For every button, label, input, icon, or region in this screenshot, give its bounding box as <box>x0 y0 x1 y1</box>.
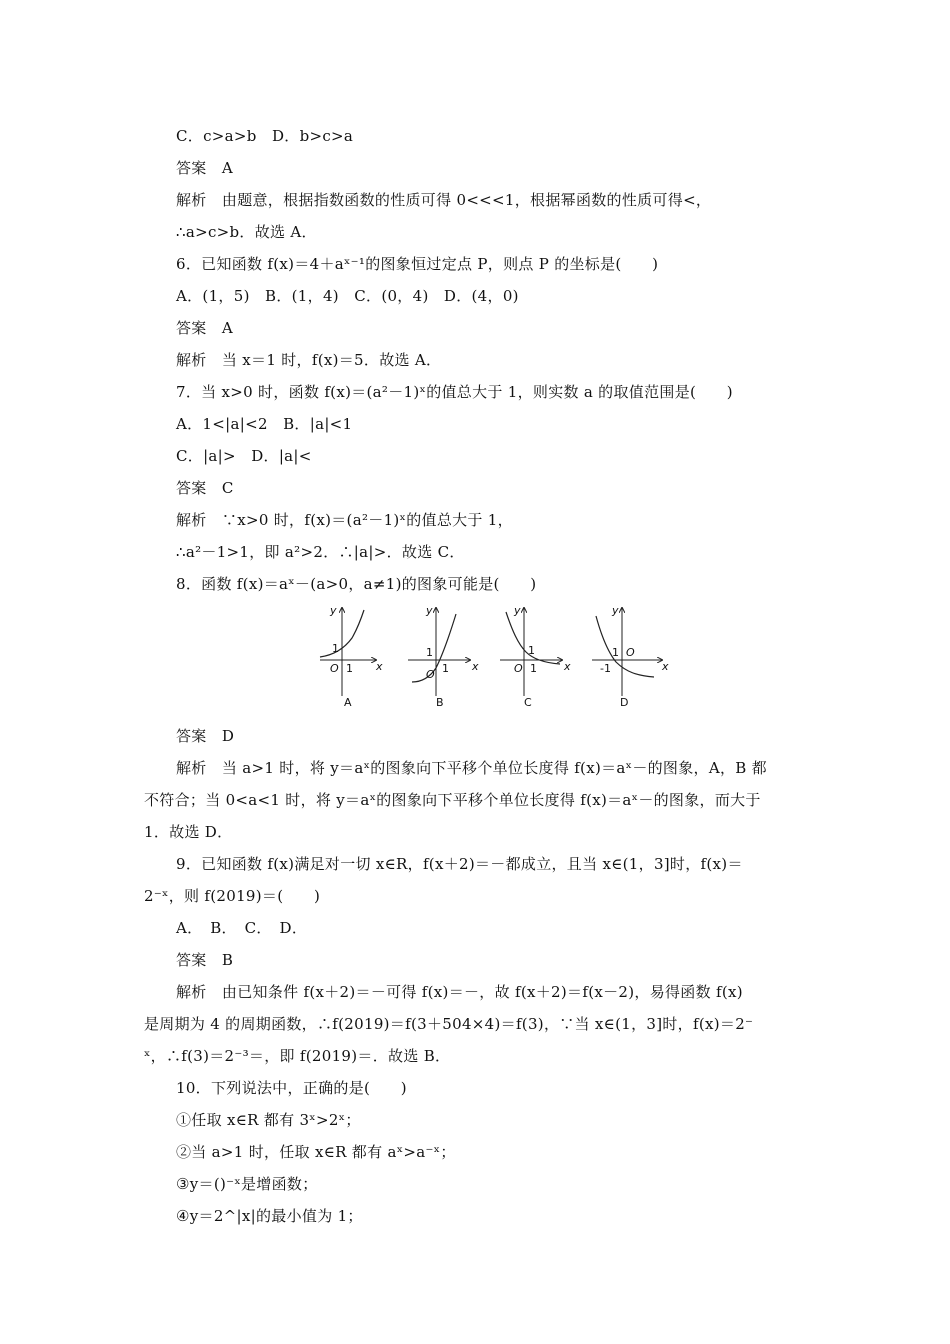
axis-label-y: y <box>514 604 521 617</box>
tick-label-one: 1 <box>530 662 537 675</box>
statement-4: ④y＝2^|x|的最小值为 1； <box>176 1207 363 1225</box>
axis-label-y: y <box>426 604 433 617</box>
options-line: C．|a|> D．|a|< <box>176 447 312 465</box>
analysis-line: 解析 当 x＝1 时，f(x)＝5．故选 A． <box>176 351 442 369</box>
text-line: C．c>a>b D．b>c>a <box>176 127 354 145</box>
axis-label-y: y <box>612 604 619 617</box>
tick-label-one: 1 <box>346 662 353 675</box>
options-line: A．1<|a|<2 B．|a|<1 <box>176 415 353 433</box>
function-graphs-figure <box>316 604 676 712</box>
tick-label-minus-one: -1 <box>600 662 611 675</box>
origin-label: O <box>514 662 523 675</box>
answer-line: 答案 C <box>176 479 234 497</box>
question-9: 9．已知函数 f(x)满足对一切 x∈R，f(x＋2)＝－都成立，且当 x∈(1，3]时，f(x)＝ <box>176 855 743 873</box>
text-line: 是周期为 4 的周期函数，∴f(2019)＝f(3＋504×4)＝f(3)，∵当 x∈(1，3]时，f(x)＝2⁻ <box>144 1015 754 1033</box>
analysis-line: 解析 由已知条件 f(x＋2)＝－可得 f(x)＝－，故 f(x＋2)＝f(x－2)，易得函数 f(x) <box>176 983 743 1001</box>
text-line: 1．故选 D． <box>144 823 233 841</box>
answer-line: 答案 A <box>176 159 234 177</box>
question-10: 10．下列说法中，正确的是( ) <box>176 1079 407 1097</box>
graph-caption-a: A <box>344 696 352 709</box>
question-7: 7．当 x>0 时，函数 f(x)＝(a²－1)ˣ的值总大于 1，则实数 a 的取值范围是( ) <box>176 383 733 401</box>
question-8: 8．函数 f(x)＝aˣ－(a>0，a≠1)的图象可能是( ) <box>176 575 537 593</box>
axis-label-x: x <box>662 660 669 673</box>
analysis-line: 解析 当 a>1 时，将 y＝aˣ的图象向下平移个单位长度得 f(x)＝aˣ－的图象，A，B 都 <box>176 759 767 777</box>
graph-b <box>408 608 470 696</box>
axis-label-x: x <box>472 660 479 673</box>
tick-label-one: 1 <box>442 662 449 675</box>
text-line: ∴a>c>b．故选 A． <box>176 223 317 241</box>
text-line: ˣ，∴f(3)＝2⁻³＝，即 f(2019)＝．故选 B． <box>144 1047 451 1065</box>
graph-caption-c: C <box>524 696 532 709</box>
tick-label-one: 1 <box>332 642 339 655</box>
axis-label-x: x <box>564 660 571 673</box>
analysis-line: 解析 由题意，根据指数函数的性质可得 0<<<1，根据幂函数的性质可得<， <box>176 191 712 209</box>
question-6: 6．已知函数 f(x)＝4＋aˣ⁻¹的图象恒过定点 P，则点 P 的坐标是( ) <box>176 255 659 273</box>
graph-caption-b: B <box>436 696 444 709</box>
answer-line: 答案 A <box>176 319 234 337</box>
options-line: A． B． C． D． <box>176 919 308 937</box>
text-line: 2⁻ˣ，则 f(2019)＝( ) <box>144 887 321 905</box>
axis-label-x: x <box>376 660 383 673</box>
statement-3: ③y＝()⁻ˣ是增函数； <box>176 1175 318 1193</box>
origin-label: O <box>626 646 635 659</box>
graph-a <box>320 608 376 696</box>
answer-line: 答案 B <box>176 951 234 969</box>
statement-1: ①任取 x∈R 都有 3ˣ>2ˣ； <box>176 1111 361 1129</box>
tick-label-one: 1 <box>612 646 619 659</box>
graph-caption-d: D <box>620 696 629 709</box>
origin-label: O <box>330 662 339 675</box>
tick-label-one: 1 <box>528 644 535 657</box>
axis-label-y: y <box>330 604 337 617</box>
tick-label-one: 1 <box>426 646 433 659</box>
answer-line: 答案 D <box>176 727 235 745</box>
origin-label: O <box>426 668 435 681</box>
options-line: A．(1，5) B．(1，4) C．(0，4) D．(4，0) <box>176 287 519 305</box>
text-line: ∴a²－1>1，即 a²>2．∴|a|>．故选 C． <box>176 543 465 561</box>
text-line: 不符合；当 0<a<1 时，将 y＝aˣ的图象向下平移个单位长度得 f(x)＝aˣ－的图象，而大于 <box>144 791 761 809</box>
analysis-line: 解析 ∵x>0 时，f(x)＝(a²－1)ˣ的值总大于 1， <box>176 511 513 529</box>
statement-2: ②当 a>1 时，任取 x∈R 都有 aˣ>a⁻ˣ； <box>176 1143 456 1161</box>
